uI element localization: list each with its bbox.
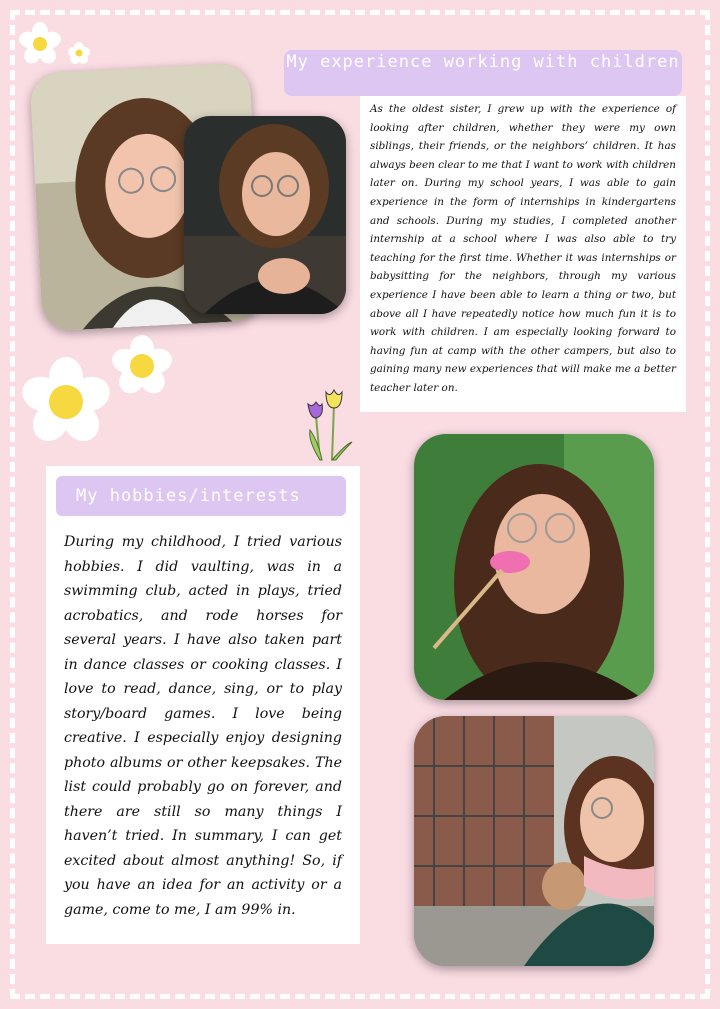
experience-heading-label: My experience working with children: [286, 52, 680, 72]
experience-text-card: [360, 96, 686, 412]
experience-heading: [284, 50, 682, 96]
photo-love-locks: [414, 716, 654, 966]
hobbies-heading: [56, 476, 346, 516]
hobbies-text-card: [46, 466, 360, 944]
tulip-icon: [298, 386, 358, 466]
hobbies-paragraph: During my childhood, I tried various hobbies. I did vaulting, was in a swimming club, acted in plays, tried acrobatics, and rode horses for several years. I have also taken part in dance classes or cooking classes. I love to read, dance, sing, or to play story/board games. I love being creative. I especially enjoy designing photo albums or other keepsakes. The list could probably go on forever, and there are still so many things I haven’t tried. In summary, I can get excited about almost anything! So, if you have an idea for an activity or a game, come to me, I am 99% in.: [64, 534, 342, 918]
daisy-flower-icon: [20, 356, 112, 448]
daisy-flower-icon: [18, 22, 62, 66]
hobbies-heading-label: My hobbies/interests: [76, 486, 301, 506]
daisy-flower-icon: [110, 334, 174, 398]
photo-selfie-right: [184, 116, 346, 314]
daisy-flower-icon: [68, 42, 90, 64]
experience-paragraph: As the oldest sister, I grew up with the experience of looking after children, whether they were my own siblings, their friends, or the neighbors’ children. It has always been clear to me that I want to work with children later on. During my school years, I was able to gain experience in the form of internships in kindergartens and schools. During my studies, I completed another internship at a school where I was also able to try teaching for the first time. Whether it was internships or babysitting for the neighbors, through my various experience I have been able to learn a thing or two, but above all I have repeatedly notice how much fun it is to work with children. I am especially looking forward to having fun at camp with the other campers, but also to gaining many new experiences that will make me a better teacher later on.: [370, 103, 676, 394]
photo-lips-prop: [414, 434, 654, 700]
